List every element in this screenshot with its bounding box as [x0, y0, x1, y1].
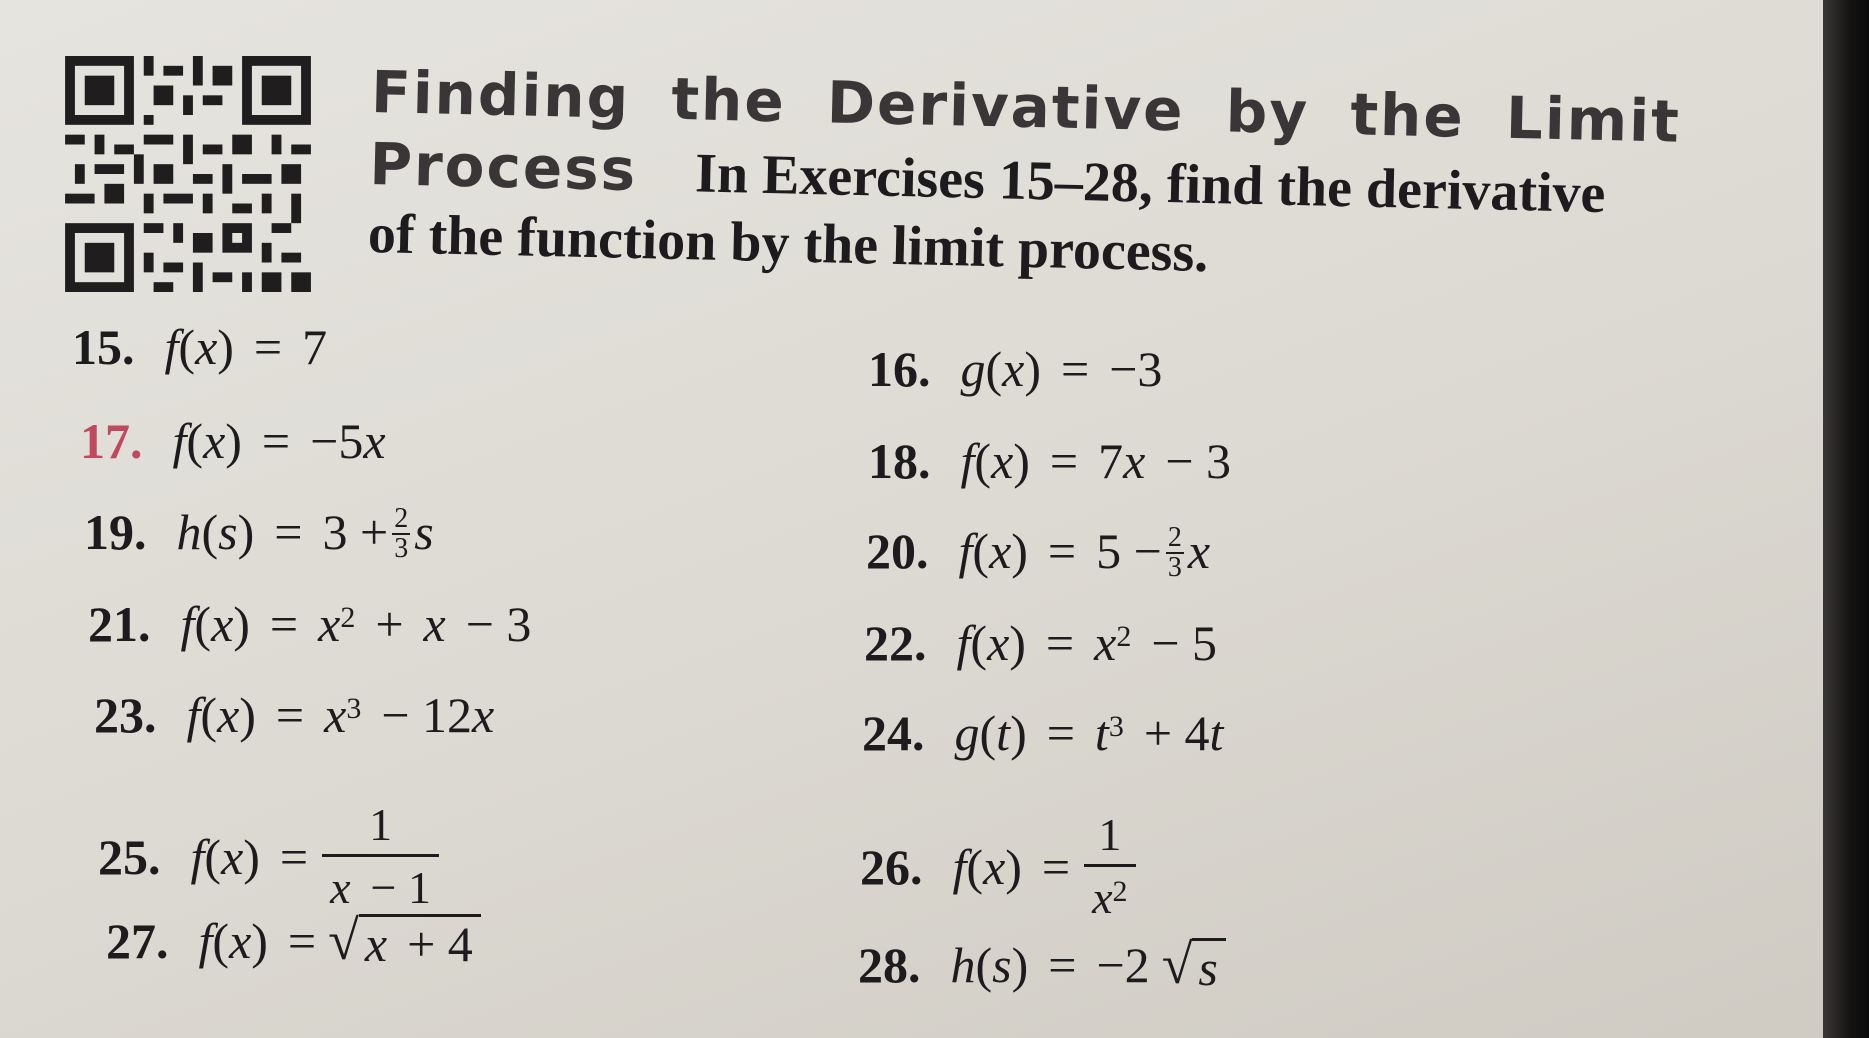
exercise-17: 17. f ( x ) = −5 x	[80, 413, 386, 469]
exercise-16: 16. g ( x ) = −3	[868, 341, 1163, 397]
expression: + 4	[1143, 705, 1210, 761]
title-word: the	[670, 64, 787, 136]
function-name: h	[950, 937, 976, 993]
exercise-23: 23. f ( x ) = x $^3$ − 12 x	[94, 687, 495, 743]
exercise-27: 27. f ( x ) = √ x + 4	[106, 912, 481, 970]
exercise-number: 26.	[860, 838, 923, 895]
exercise-number: 28.	[858, 937, 921, 993]
expression: − 5	[1151, 615, 1218, 671]
function-name: g	[960, 341, 986, 397]
variable: x	[989, 523, 1012, 579]
expression: x	[1092, 872, 1113, 923]
expression: 3 +	[322, 504, 389, 560]
function-name: f	[960, 433, 975, 489]
numerator: 1	[369, 799, 393, 850]
expression: x	[363, 413, 386, 469]
function-name: f	[956, 615, 971, 671]
exercise-number: 23.	[94, 687, 157, 743]
function-name: f	[190, 828, 205, 885]
variable: x	[221, 828, 244, 885]
exercise-number: 15.	[72, 319, 135, 375]
expression: − 3	[1165, 433, 1232, 489]
expression: −3	[1109, 341, 1163, 397]
section-heading	[367, 58, 1682, 304]
title-process: Process	[368, 129, 639, 205]
title-word: Finding	[370, 58, 631, 132]
exercise-number: 16.	[868, 341, 931, 397]
variable: x	[983, 838, 1006, 895]
expression: − 12	[381, 687, 473, 743]
expression: − 3	[465, 596, 532, 652]
expression: −5	[310, 413, 364, 469]
expression: x	[330, 862, 351, 913]
fraction	[392, 505, 410, 563]
denominator: 3	[394, 533, 409, 564]
exercise-number: 25.	[98, 828, 161, 885]
expression: x	[423, 596, 446, 652]
variable: x	[229, 913, 252, 969]
function-name: f	[952, 838, 967, 895]
variable: x	[211, 596, 234, 652]
expression: x	[472, 687, 495, 743]
exercise-24: 24. g ( t ) = t $^3$ + 4 t	[862, 705, 1224, 761]
exercise-21: 21. f ( x ) = x $^2$ + x − 3	[88, 596, 532, 652]
variable: x	[203, 413, 226, 469]
function-name: f	[186, 687, 201, 743]
function-name: f	[198, 913, 213, 969]
expression: 7	[302, 319, 328, 375]
fraction	[322, 796, 439, 917]
expression: x	[318, 596, 341, 652]
exercise-number: 18.	[868, 433, 931, 489]
exponent: 3	[346, 692, 362, 725]
numerator: 1	[1098, 809, 1122, 860]
function-name: h	[176, 504, 202, 560]
expression: 5 −	[1096, 523, 1162, 579]
denominator: 3	[1167, 552, 1182, 583]
square-root: √ s	[1162, 937, 1226, 993]
exercise-number: 24.	[862, 705, 925, 761]
fraction	[1166, 524, 1184, 582]
numerator: 2	[394, 503, 409, 534]
expression: x	[324, 687, 347, 743]
title-word: by	[1225, 77, 1310, 148]
denominator	[322, 854, 439, 917]
expression: −2	[1096, 937, 1150, 993]
expression: t	[1209, 705, 1224, 761]
dark-edge	[1823, 0, 1869, 1038]
exercise-18: 18. f ( x ) = 7 x − 3	[868, 433, 1232, 489]
exercise-number: 20.	[866, 523, 929, 579]
variable: x	[217, 687, 240, 743]
expression: s	[1198, 940, 1218, 996]
expression: s	[414, 504, 434, 560]
expression: − 1	[370, 862, 431, 913]
title-word: the	[1349, 80, 1466, 151]
variable: x	[987, 615, 1010, 671]
exercise-20: 20. f ( x ) = 5 − $\frac{2}{3}$ x	[866, 522, 1211, 583]
expression: +	[375, 596, 404, 652]
function-name: f	[180, 596, 195, 652]
instruction-line-2: of the function by the limit process.	[367, 202, 1209, 285]
square-root: √ x + 4	[328, 913, 481, 969]
exercise-22: 22. f ( x ) = x $^2$ − 5	[864, 615, 1218, 671]
exponent: 3	[1108, 710, 1124, 743]
exponent: 2	[340, 601, 356, 634]
exercise-19: 19. h ( s ) = 3 + $\frac{2}{3}$ s	[84, 503, 434, 564]
expression: x	[1123, 433, 1146, 489]
instruction-line-1: In Exercises 15–28, find the derivative	[694, 142, 1607, 226]
exponent: 2	[1116, 620, 1132, 653]
variable: x	[991, 433, 1014, 489]
exercise-number: 21.	[88, 596, 151, 652]
function-name: f	[164, 319, 179, 375]
exercise-number: 22.	[864, 615, 927, 671]
exponent: 2	[1112, 875, 1128, 908]
exercise-26: 26. f ( x ) = $\frac{1}{x^2}$	[860, 806, 1136, 927]
expression: x	[1094, 615, 1117, 671]
variable: x	[195, 319, 218, 375]
function-name: f	[958, 523, 973, 579]
exercise-25: 25. f ( x ) = $\frac{1}{x - 1}$	[98, 796, 439, 917]
expression: + 4	[407, 916, 473, 972]
numerator: 2	[1167, 522, 1182, 553]
exercise-28: 28. h ( s ) = −2 √ s	[858, 936, 1226, 994]
exercise-number: 27.	[106, 913, 169, 969]
exercise-15: 15. f ( x ) = 7	[72, 319, 328, 375]
function-name: g	[954, 705, 980, 761]
expression: x	[1187, 523, 1211, 579]
function-name: f	[172, 413, 187, 469]
variable: s	[992, 937, 1012, 993]
fraction	[1084, 806, 1135, 927]
qr-code-icon	[62, 56, 314, 292]
variable: t	[996, 705, 1011, 761]
variable: s	[218, 504, 238, 560]
title-word: Limit	[1505, 83, 1682, 156]
variable: x	[1002, 341, 1025, 397]
exercise-number: 19.	[84, 504, 147, 560]
exercise-number: 17.	[80, 413, 143, 469]
expression: t	[1094, 705, 1109, 761]
title-word: Derivative	[826, 68, 1186, 145]
expression: 7	[1098, 433, 1124, 489]
expression: x	[364, 916, 388, 972]
denominator	[1084, 864, 1135, 927]
